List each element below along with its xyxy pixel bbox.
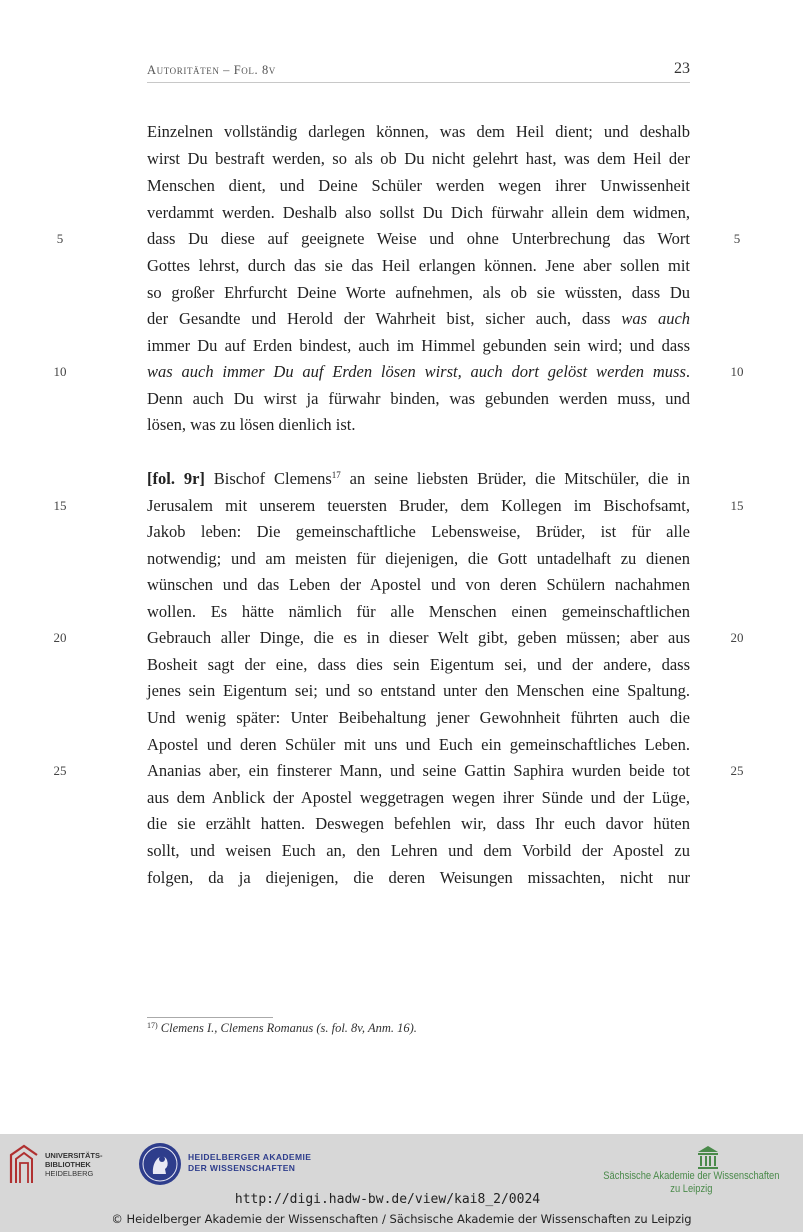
text-line: Einzelnen vollständig darlegen können, was dem Heil dient; und deshalb (147, 122, 690, 141)
text-line: Bosheit sagt der eine, dass dies sein Eigentum sei, und der andere, dass (147, 655, 690, 674)
footnote (147, 1021, 417, 1036)
text-line: Apostel und deren Schüler mit uns und Euch ein gemeinschaftliches Leben. (147, 735, 690, 754)
text-line: Menschen dient, und Deine Schüler werden wegen ihrer Unwissenheit (147, 176, 690, 195)
saw-name-line: Sächsische Akademie der Wissenschaften (603, 1170, 780, 1182)
footnote-divider (147, 1017, 273, 1018)
line-number: 20 (730, 630, 744, 645)
text-line: Gebrauch aller Dinge, die es in dieser Welt gibt, geben müssen; aber aus (147, 628, 690, 647)
text-line (147, 305, 690, 332)
folio-marker: [fol. 9r] (147, 469, 205, 488)
footnote-ref[interactable]: 17 (331, 470, 341, 480)
line-number: 15 (53, 498, 67, 513)
text-segment: . (685, 362, 690, 381)
page-number: 23 (674, 60, 690, 77)
running-title: Autoritäten – Fol. 8v (147, 63, 276, 77)
text-line-italic: immer Du auf Erden bindest, auch im Himmel gebunden sein wird; und dass (147, 336, 690, 355)
text-segment: an seine liebsten Brüder, die Mitschüler, die in (349, 469, 690, 488)
text-line: die sie erzählt hatten. Deswegen befehlen wir, dass Ihr euch davor hüten (147, 814, 690, 833)
text-line: so großer Ehrfurcht Deine Worte aufnehmen, als ob sie wüssten, dass Du (147, 283, 690, 302)
italic-segment: was auch immer Du auf Erden lösen wirst, auch dort gelöst werden muss (147, 362, 686, 381)
hadw-name (188, 1152, 311, 1174)
line-number: 20 (53, 630, 67, 645)
text-line: Jakob leben: Die gemeinschaftliche Lebensweise, Brüder, ist für alle (147, 522, 690, 541)
text-line: notwendig; und am meisten für diejenigen, die Gott untadelhaft zu dienen (147, 549, 690, 568)
line-number: 10 (730, 364, 744, 379)
copyright-notice: © Heidelberger Akademie der Wissenschaften / Sächsische Akademie der Wissenschaften zu Leipzig (111, 1212, 692, 1226)
text-line: Ananias aber, ein finsterer Mann, und seine Gattin Saphira wurden beide tot (147, 761, 690, 780)
line-number: 15 (730, 498, 744, 513)
running-header (147, 60, 690, 83)
line-number: 10 (53, 364, 67, 379)
ub-name-line: UNIVERSITÄTS- (45, 1151, 103, 1160)
text-line: Denn auch Du wirst ja fürwahr binden, was gebunden werden muss, und (147, 389, 690, 408)
text-line (147, 465, 690, 492)
footnote-marker: 17) (147, 1021, 158, 1030)
text-line: sollt, und weisen Euch an, den Lehren und dem Vorbild der Apostel zu (147, 841, 690, 860)
line-number: 5 (56, 231, 64, 246)
text-line: Jerusalem mit unserem teuersten Bruder, dem Kollegen im Bischofsamt, (147, 496, 690, 515)
line-number: 5 (733, 231, 741, 246)
text-line: jenes sein Eigentum sei; und so entstand unter den Menschen eine Spaltung. (147, 681, 690, 700)
ub-name-line: BIBLIOTHEK (45, 1160, 91, 1169)
text-line: verdammt werden. Deshalb also sollst Du Dich fürwahr allein dem widmen, (147, 203, 690, 222)
document-url[interactable]: http://digi.hadw-bw.de/view/kai8_2/0024 (234, 1192, 541, 1207)
hadw-name-line: DER WISSENSCHAFTEN (188, 1163, 296, 1173)
text-line: aus dem Anblick der Apostel weggetragen wegen ihrer Sünde und der Lüge, (147, 788, 690, 807)
italic-segment: was auch (621, 309, 691, 328)
text-line: wünschen und das Leben der Apostel und von deren Schülern nachahmen (147, 575, 690, 594)
text-segment: der Gesandte und Herold der Wahrheit bist, sicher auch, dass (147, 309, 611, 328)
text-line: lösen, was zu lösen dienlich ist. (147, 415, 356, 434)
text-segment: Bischof Clemens (213, 469, 332, 488)
ub-heidelberg-logo-icon (8, 1143, 40, 1187)
ub-name-line: HEIDELBERG (45, 1169, 94, 1178)
saw-name-line: zu Leipzig (670, 1183, 713, 1195)
line-number: 25 (53, 763, 67, 778)
hadw-logo[interactable] (138, 1142, 338, 1192)
ub-heidelberg-name (45, 1151, 103, 1178)
ub-heidelberg-logo[interactable] (8, 1143, 108, 1187)
text-line: wollen. Es hätte nämlich für alle Menschen einen gemeinschaftlichen (147, 602, 690, 621)
hadw-name-line: HEIDELBERGER AKADEMIE (188, 1152, 312, 1162)
text-line: Und wenig später: Unter Beibehaltung jener Gewohnheit führten auch die (147, 708, 690, 727)
text-line: wirst Du bestraft werden, so als ob Du nicht gelehrt hast, was dem Heil der (147, 149, 690, 168)
text-line: dass Du diese auf geeignete Weise und ohne Unterbrechung das Wort (147, 229, 690, 248)
text-line: Gottes lehrst, durch das sie das Heil erlangen können. Jene aber sollen mit (147, 256, 690, 275)
footnote-text: Clemens I., Clemens Romanus (s. fol. 8v, Anm. 16). (160, 1021, 417, 1035)
text-line: folgen, da ja diejenigen, die deren Weisungen missachten, nicht nur (147, 868, 690, 887)
saw-building-icon (696, 1144, 720, 1170)
line-number: 25 (730, 763, 744, 778)
text-line (147, 358, 690, 385)
hadw-medallion-icon (138, 1142, 182, 1186)
